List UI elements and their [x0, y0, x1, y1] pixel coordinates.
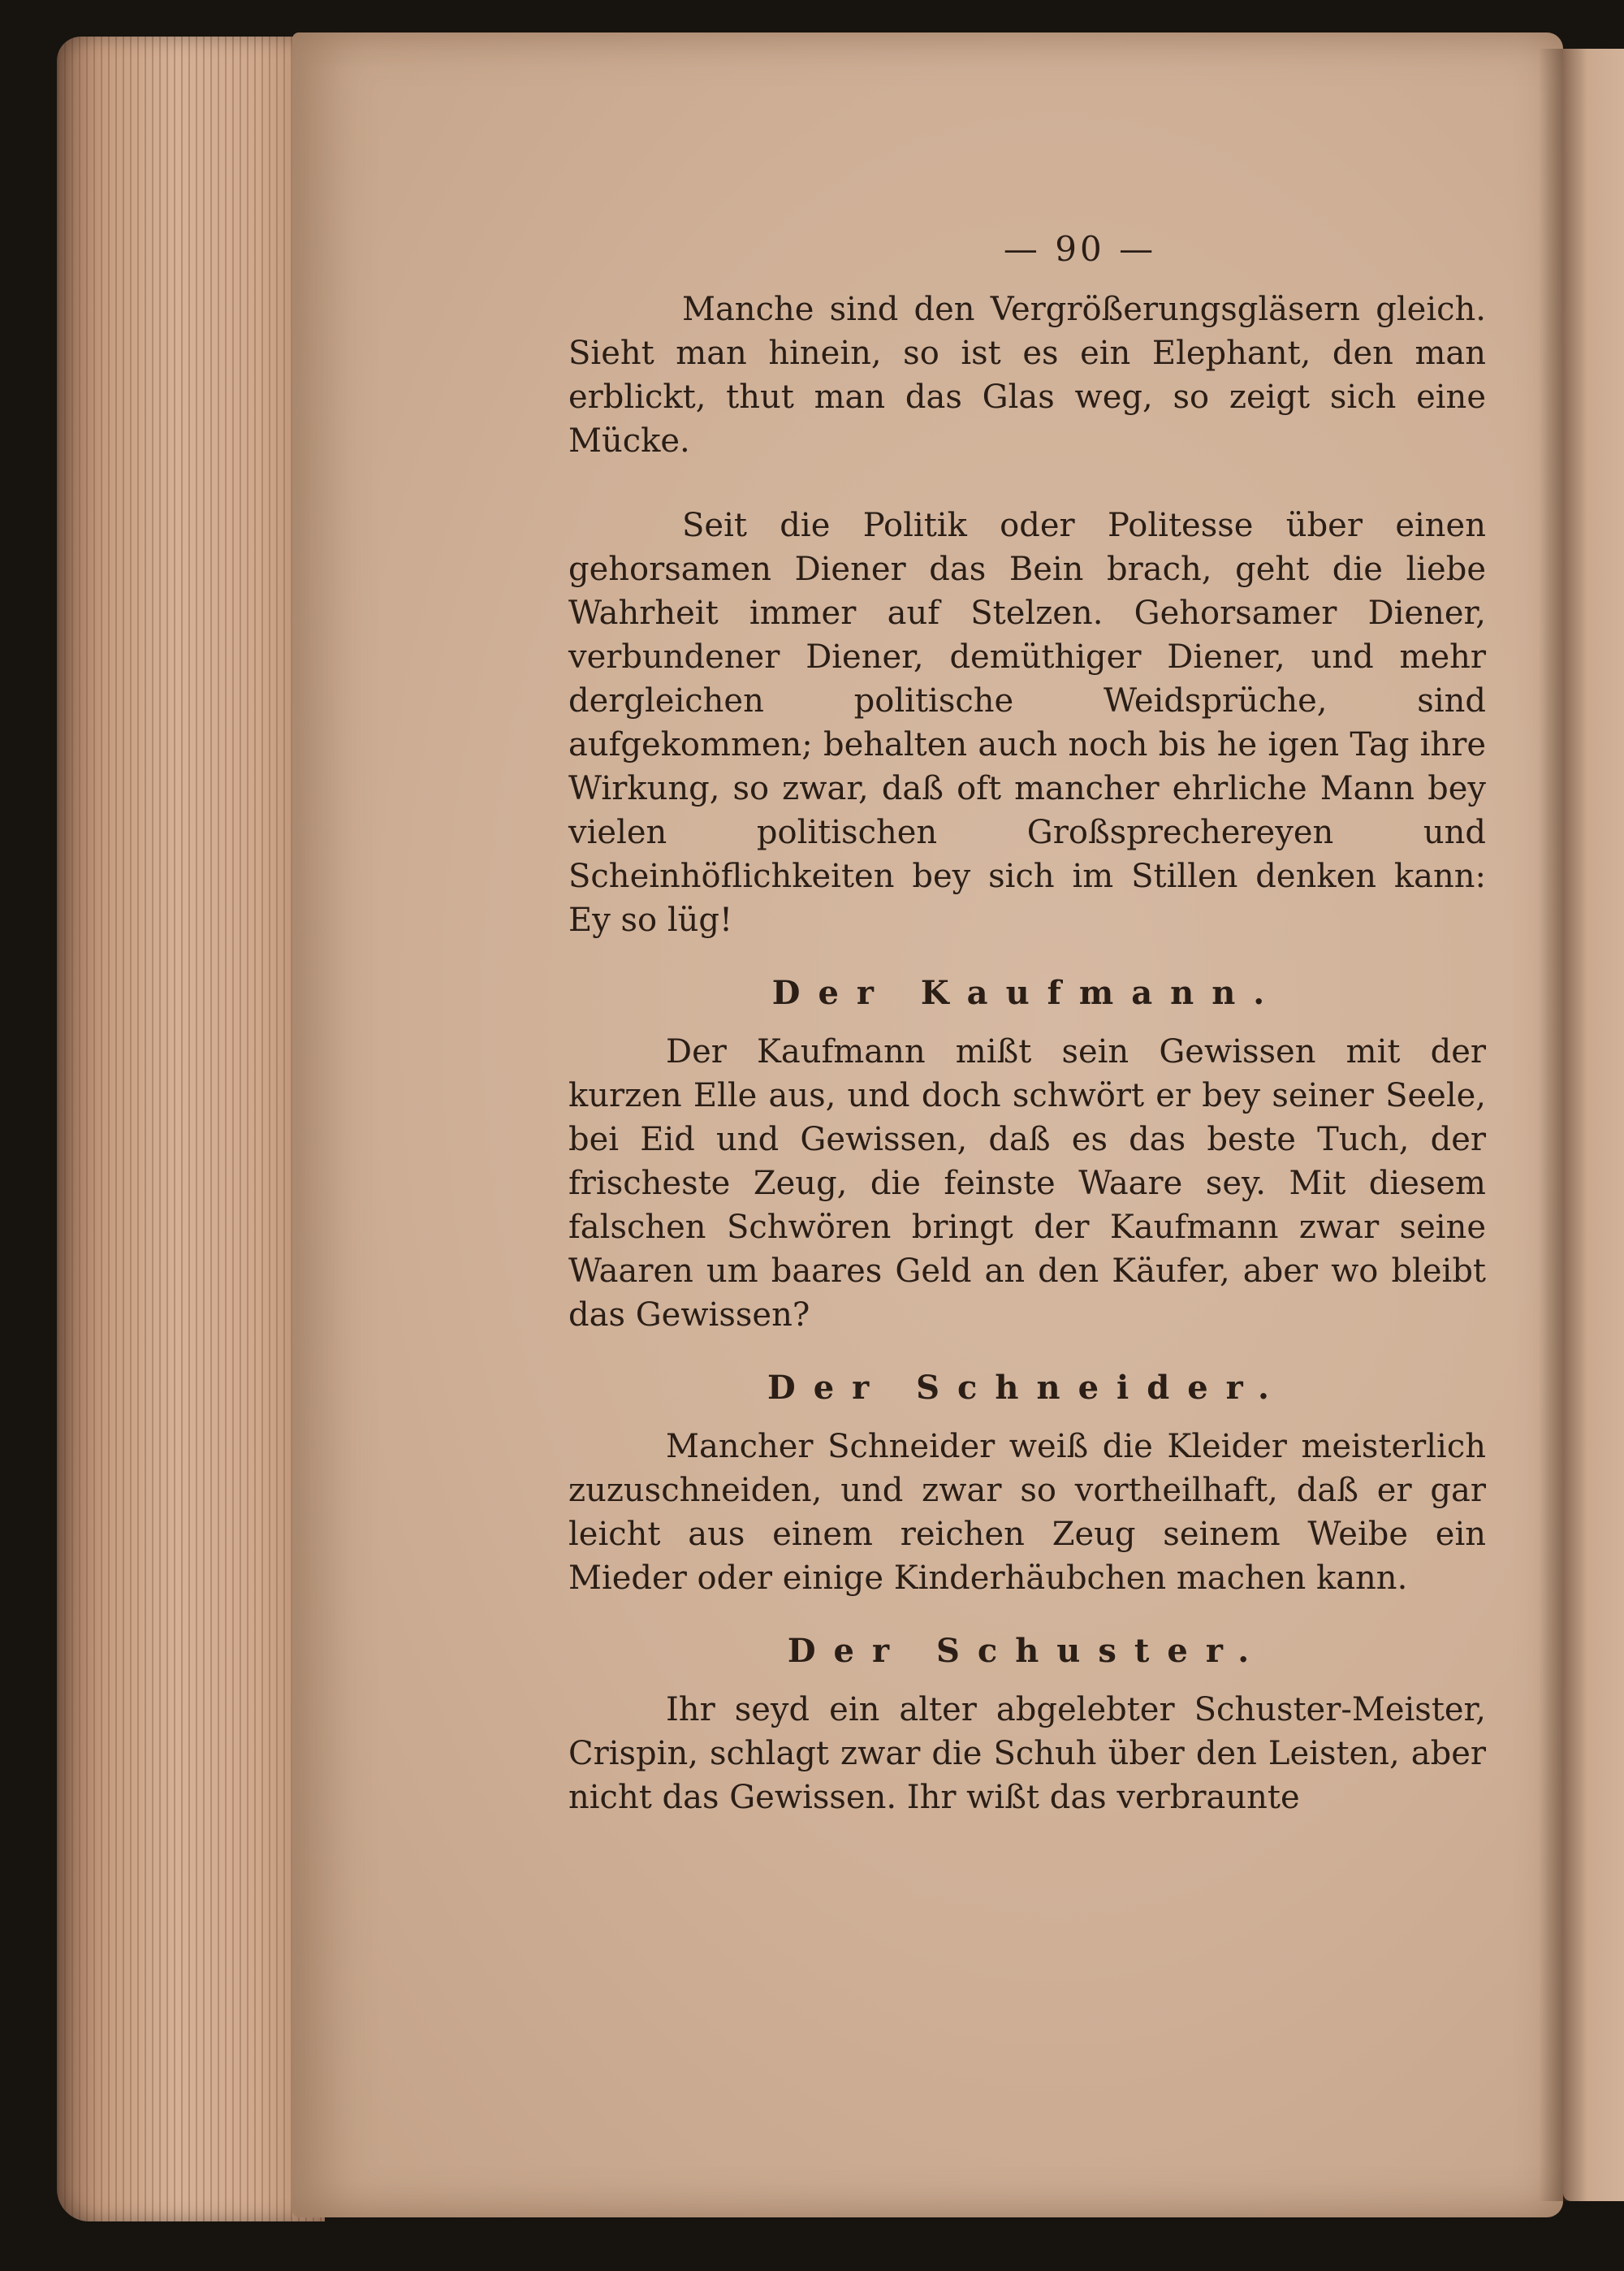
section-heading-kaufmann: Der Kaufmann. [771, 974, 1283, 1012]
page-text [568, 227, 1486, 1819]
paragraph: Mancher Schneider weiß die Kleider meisterlich zuzuschneiden, und zwar so vortheilhaft, daß er gar leicht aus einem reichen Zeug seinem Weibe ein Mieder oder einige Kinderhäubchen machen kann. [568, 1428, 1486, 1597]
paragraph: Ihr seyd ein alter abgelebter Schuster-Meister, Crispin, schlagt zwar die Schuh über den Leisten, aber nicht das Gewissen. Ihr wißt das verbraunte [568, 1691, 1486, 1816]
page-number: — 90 — [1003, 229, 1157, 269]
paragraph: Seit die Politik oder Politesse über einen gehorsamen Diener das Bein brach, geht die liebe Wahrheit immer auf Stelzen. Gehorsamer Diener, verbundener Diener, demüthiger Diener, und mehr dergleichen politische Weidsprüche, sind aufgekommen; behalten auch noch bis he igen Tag ihre Wirkung, so zwar, daß oft mancher ehrliche Mann bey vielen politischen Großsprechereyen und Scheinhöflichkeiten bey sich im Stillen denken kann: Ey so lüg! [568, 507, 1486, 939]
section-heading-schuster: Der Schuster. [787, 1632, 1268, 1670]
next-page-edge [1563, 49, 1624, 2201]
section-heading-schneider: Der Schneider. [767, 1369, 1287, 1407]
stacked-page-edges [57, 37, 325, 2221]
paragraph: Manche sind den Vergrößerungsgläsern gleich. Sieht man hinein, so ist es ein Elephant, den man erblickt, thut man das Glas weg, so zeigt sich eine Mücke. [568, 291, 1486, 460]
paragraph: Der Kaufmann mißt sein Gewissen mit der kurzen Elle aus, und doch schwört er bey seiner Seele, bei Eid und Gewissen, daß es das beste Tuch, der frischeste Zeug, die feinste Waare sey. Mit diesem falschen Schwören bringt der Kaufmann zwar seine Waaren um baares Geld an den Käufer, aber wo bleibt das Gewissen? [568, 1033, 1486, 1334]
